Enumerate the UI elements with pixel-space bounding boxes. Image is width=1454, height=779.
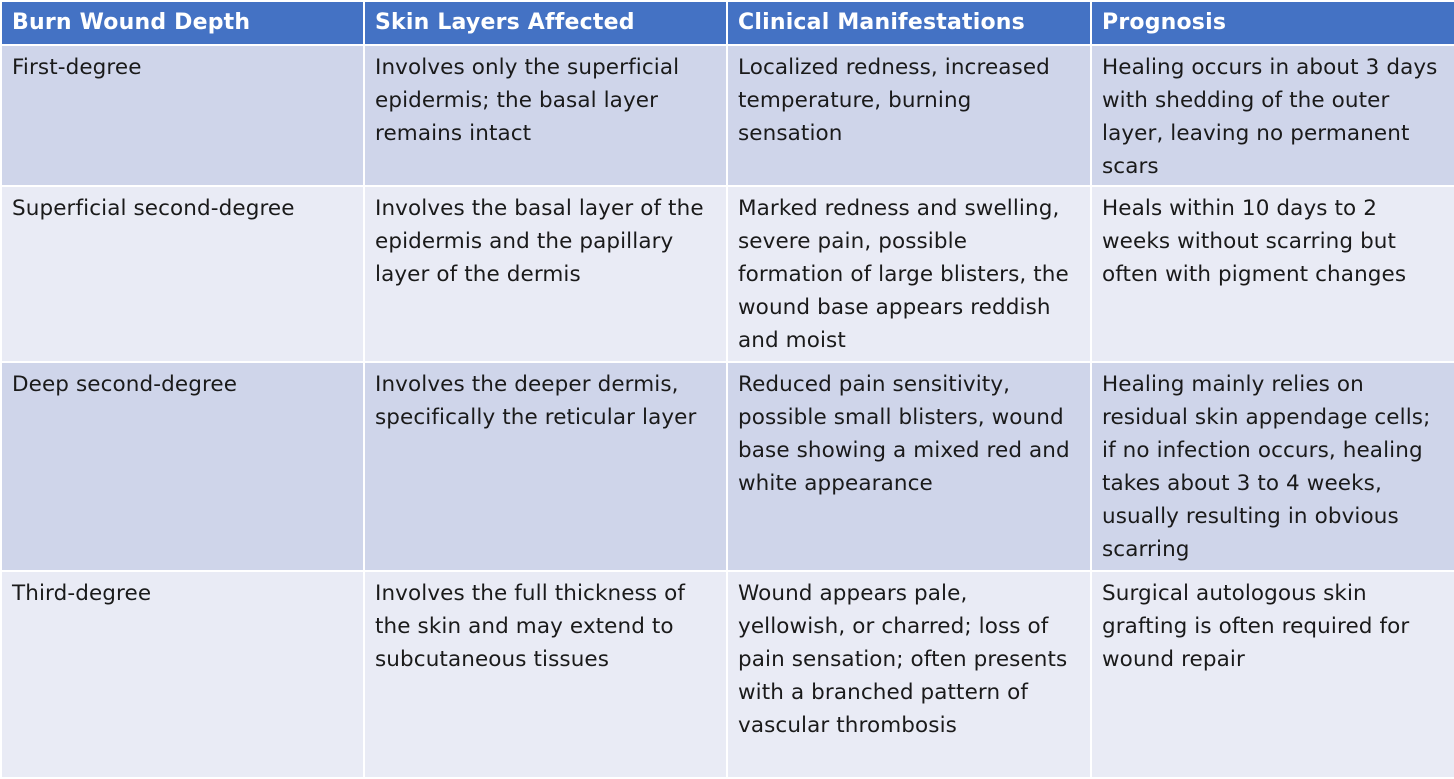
header-row [2, 2, 1454, 44]
cell-depth: Superficial second-degree [2, 187, 363, 361]
cell-manifestations: Wound appears pale, yellowish, or charred; loss of pain sensation; often presents with a branched pattern of vascular thrombosis [728, 572, 1090, 777]
cell-layers: Involves the full thickness of the skin and may extend to subcutaneous tissues [365, 572, 726, 777]
cell-prognosis: Surgical autologous skin grafting is often required for wound repair [1092, 572, 1454, 777]
header-clinical-manifestations: Clinical Manifestations [728, 2, 1090, 44]
table-row [2, 187, 1454, 361]
cell-prognosis: Heals within 10 days to 2 weeks without scarring but often with pigment changes [1092, 187, 1454, 361]
cell-depth: Deep second-degree [2, 363, 363, 570]
cell-depth: Third-degree [2, 572, 363, 777]
table-header [2, 2, 1454, 44]
table-row [2, 363, 1454, 570]
header-prognosis: Prognosis [1092, 2, 1454, 44]
table-row [2, 46, 1454, 185]
cell-depth: First-degree [2, 46, 363, 185]
header-burn-wound-depth: Burn Wound Depth [2, 2, 363, 44]
cell-prognosis: Healing occurs in about 3 days with shedding of the outer layer, leaving no permanent scars [1092, 46, 1454, 185]
cell-prognosis: Healing mainly relies on residual skin appendage cells; if no infection occurs, healing takes about 3 to 4 weeks, usually resulting in obvious scarring [1092, 363, 1454, 570]
table-body [2, 46, 1454, 777]
cell-manifestations: Localized redness, increased temperature, burning sensation [728, 46, 1090, 185]
cell-layers: Involves the deeper dermis, specifically the reticular layer [365, 363, 726, 570]
cell-layers: Involves the basal layer of the epidermis and the papillary layer of the dermis [365, 187, 726, 361]
header-skin-layers-affected: Skin Layers Affected [365, 2, 726, 44]
cell-manifestations: Marked redness and swelling, severe pain, possible formation of large blisters, the wound base appears reddish and moist [728, 187, 1090, 361]
cell-manifestations: Reduced pain sensitivity, possible small blisters, wound base showing a mixed red and white appearance [728, 363, 1090, 570]
cell-layers: Involves only the superficial epidermis; the basal layer remains intact [365, 46, 726, 185]
table-row [2, 572, 1454, 777]
